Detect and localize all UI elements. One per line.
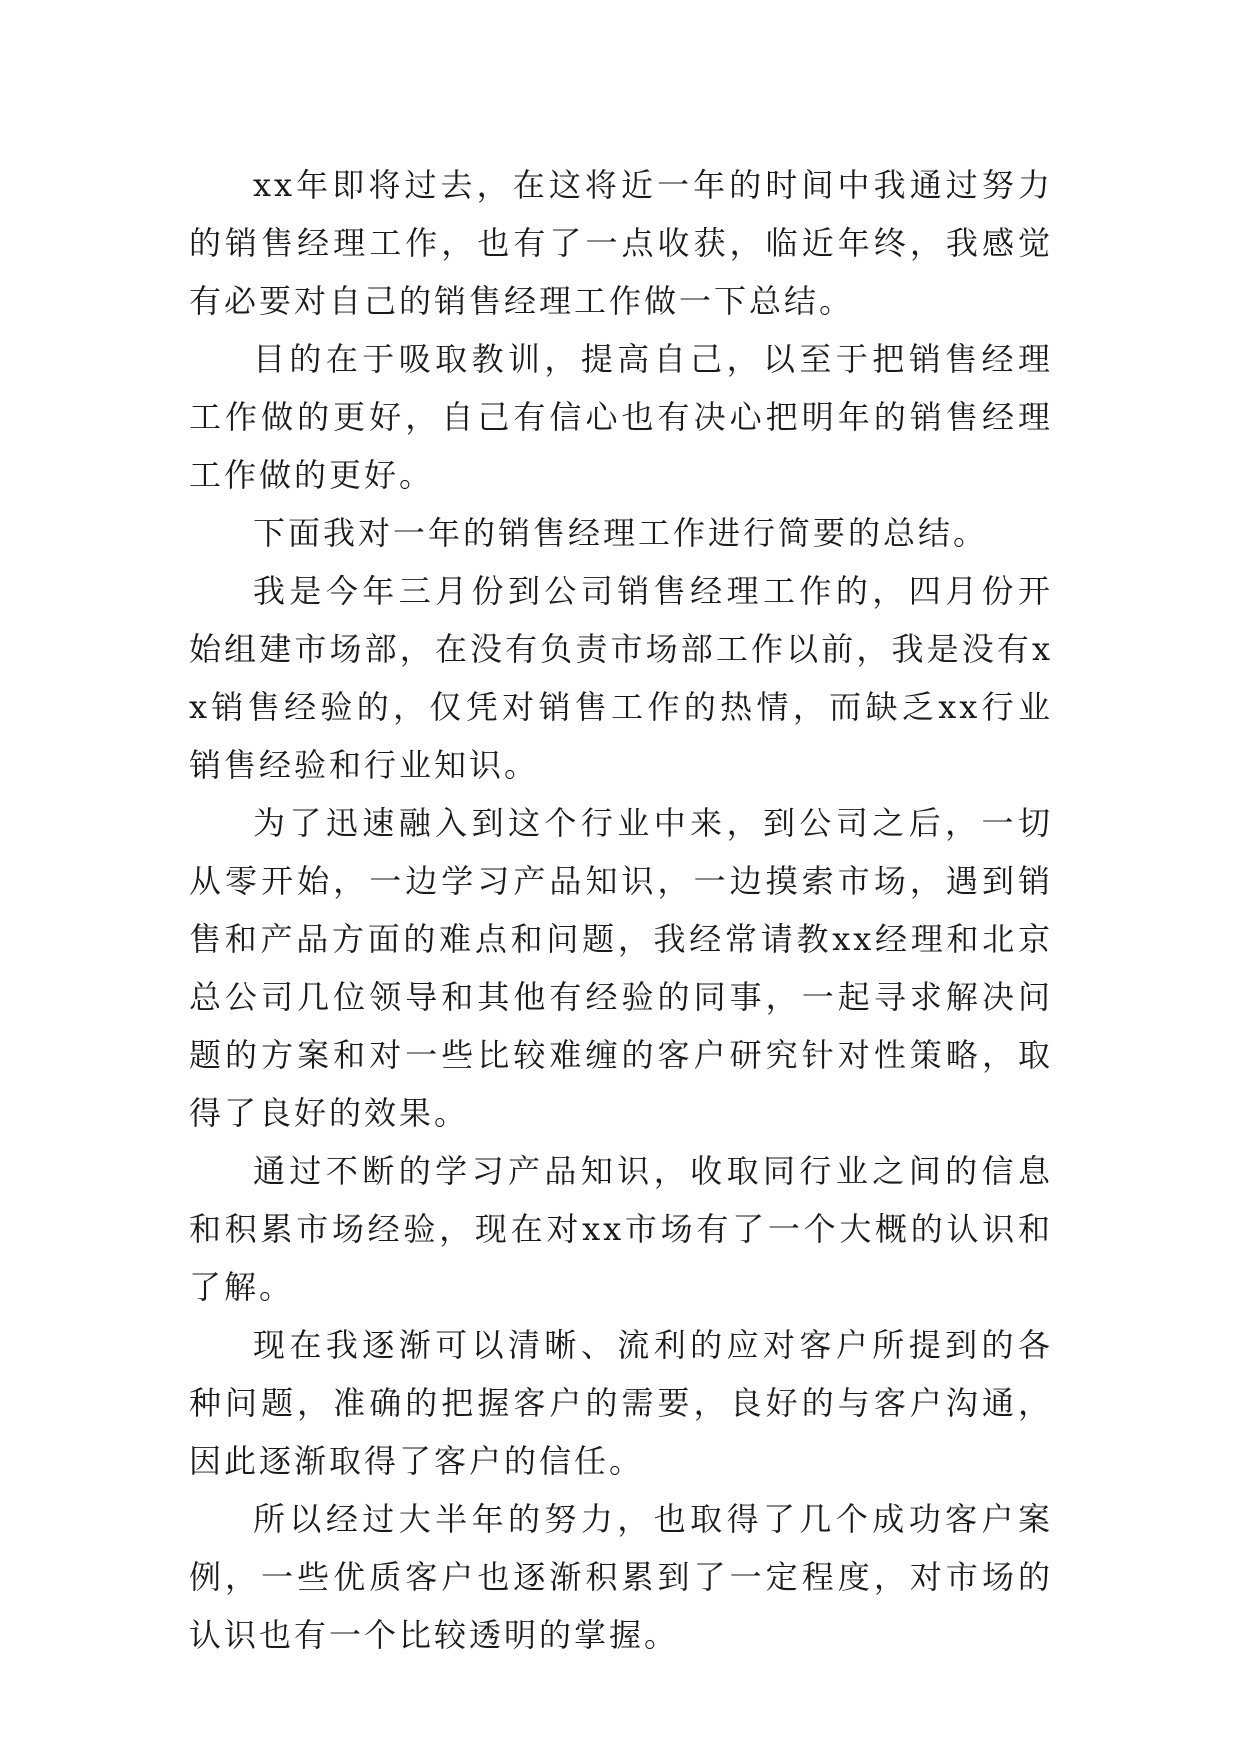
paragraph: 为了迅速融入到这个行业中来，到公司之后，一切从零开始，一边学习产品知识，一边摸索市场，遇到销售和产品方面的难点和问题，我经常请教xx经理和北京总公司几位领导和其他有经验的同事，一起寻求解决问题的方案和对一些比较难缠的客户研究针对性策略，取得了良好的效果。 <box>189 804 1053 1132</box>
paragraph: 目的在于吸取教训，提高自己，以至于把销售经理工作做的更好，自己有信心也有决心把明年的销售经理工作做的更好。 <box>189 340 1053 494</box>
paragraph: 下面我对一年的销售经理工作进行简要的总结。 <box>253 514 989 552</box>
paragraph: 所以经过大半年的努力，也取得了几个成功客户案例，一些优质客户也逐渐积累到了一定程度，对市场的认识也有一个比较透明的掌握。 <box>189 1500 1053 1654</box>
document-body <box>189 156 1053 1664</box>
paragraph: 通过不断的学习产品知识，收取同行业之间的信息和积累市场经验，现在对xx市场有了一个大概的认识和了解。 <box>189 1152 1053 1306</box>
paragraph: xx年即将过去，在这将近一年的时间中我通过努力的销售经理工作，也有了一点收获，临近年终，我感觉有必要对自己的销售经理工作做一下总结。 <box>189 166 1053 320</box>
paragraph: 我是今年三月份到公司销售经理工作的，四月份开始组建市场部，在没有负责市场部工作以前，我是没有xx销售经验的，仅凭对销售工作的热情，而缺乏xx行业销售经验和行业知识。 <box>189 572 1053 784</box>
paragraph: 现在我逐渐可以清晰、流利的应对客户所提到的各种问题，准确的把握客户的需要，良好的与客户沟通，因此逐渐取得了客户的信任。 <box>189 1326 1053 1480</box>
